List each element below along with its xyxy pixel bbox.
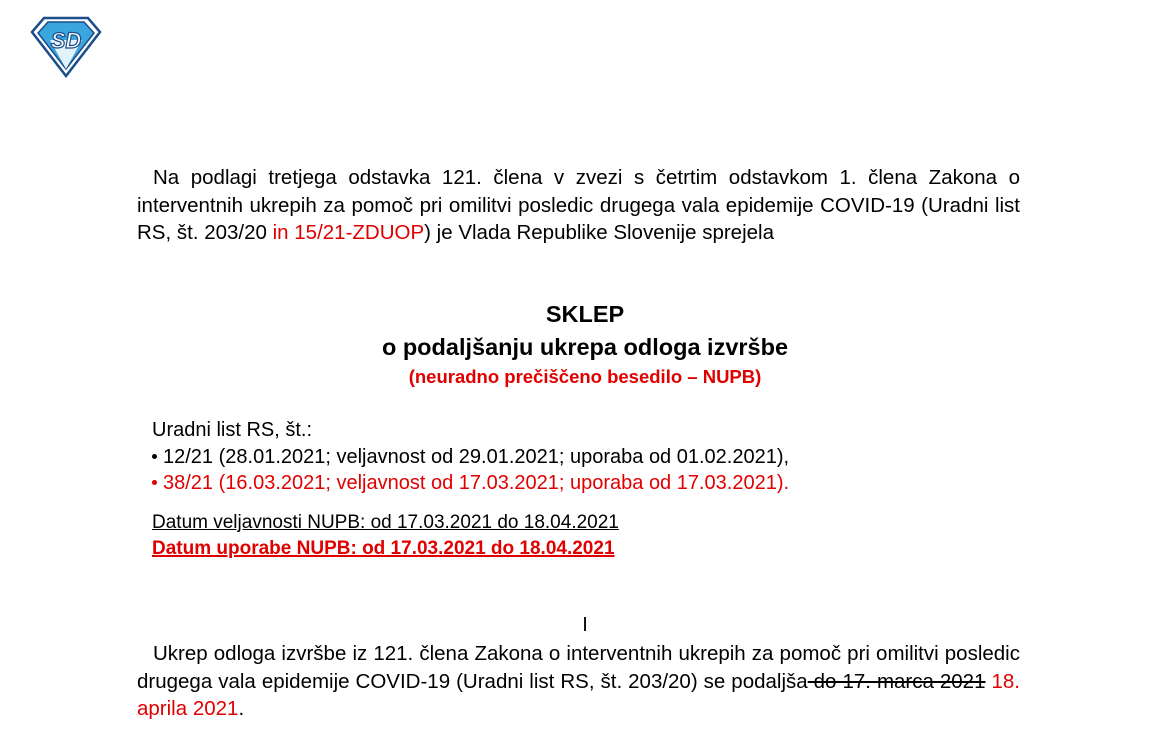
intro-amendment-ref: in 15/21-ZDUOP [266, 221, 425, 244]
document-title: SKLEP [545, 301, 625, 327]
use-date-line: Datum uporabe NUPB: od 17.03.2021 do 18.04.2021 [152, 538, 615, 559]
shield-logo-icon [30, 16, 102, 78]
article-1-text-end: . [238, 697, 245, 720]
article-1-amended-date: 18. aprila 2021 [137, 669, 1020, 720]
uradni-list-label: Uradni list RS, št.: [152, 419, 313, 441]
bullet-icon [152, 454, 157, 459]
intro-text-end: ) je Vlada Republike Slovenije sprejela [424, 221, 774, 244]
intro-paragraph [137, 164, 1020, 247]
article-1-text: Ukrep odloga izvršbe iz 121. člena Zakona o interventnih ukrepih za pomoč pri omilitvi posledic drugega vala epidemije COVID-19 (Uradni list RS, št. 203/20) se podaljša [137, 642, 1020, 693]
article-number: I [582, 614, 588, 636]
document-subtitle: o podaljšanju ukrepa odloga izvršbe [381, 334, 789, 360]
uradni-list-item-text: 12/21 (28.01.2021; veljavnost od 29.01.2021; uporaba od 01.02.2021), [163, 446, 790, 468]
uradni-list-item-text: 38/21 (16.03.2021; veljavnost od 17.03.2021; uporaba od 17.03.2021). [163, 472, 790, 494]
logo-lettering: SD [50, 28, 82, 53]
validity-date-line: Datum veljavnosti NUPB: od 17.03.2021 do 18.04.2021 [152, 512, 619, 533]
nupb-note: (neuradno prečiščeno besedilo – NUPB) [408, 366, 762, 387]
uradni-list-item [152, 470, 789, 497]
intro-text: Na podlagi tretjega odstavka 121. člena v zvezi s četrtim odstavkom 1. člena Zakona o interventnih ukrepih za pomoč pri omilitvi posledic drugega vala epidemije COVID-19 (Uradni list RS, št. 203/20 [137, 166, 1020, 244]
article-1-paragraph [137, 640, 1020, 723]
article-1-deleted-text: do 17. marca 2021 [807, 669, 986, 693]
uradni-list-item [152, 444, 789, 471]
bullet-icon [152, 480, 157, 485]
